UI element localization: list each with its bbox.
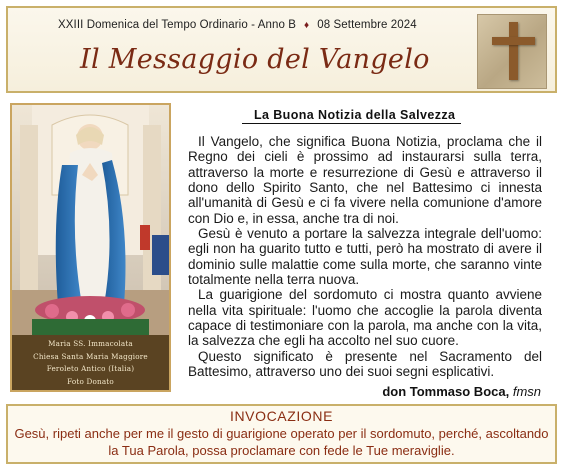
page-title: Il Messaggio del Vangelo: [80, 44, 430, 75]
diamond-icon: ♦: [304, 20, 310, 31]
madonna-photo: [10, 103, 171, 392]
paragraph: La guarigione del sordomuto ci mostra quanto avviene nella vita spirituale: l'uomo che accoglie la parola diventa capace di testimoniare con la parola, ma anche con la vita, la salvezza che egli ha accolto nel suo cuore.: [188, 287, 542, 349]
photo-caption: [12, 335, 169, 390]
paragraph: Il Vangelo, che significa Buona Notizia, proclama che il Regno dei cieli è prossimo ad instaurarsi sulla terra, attraverso la morte e resurrezione di Gesù e attraverso il dono dello Spirito Santo, che nel Battesimo ci innesta all'umanità di Gesù e ci fa vivere nella comunione d'amore con Dio e, in essa, anche tra di noi.: [188, 134, 542, 226]
section-title: La Buona Notizia della Salvezza: [242, 108, 461, 124]
paragraph: Questo significato è presente nel Sacramento del Battesimo, attraverso uno dei suoi segni esplicativi.: [188, 348, 542, 380]
invocation-text: Gesù, ripeti anche per me il gesto di guarigione operato per il sordomuto, perché, ascoltando la Tua Parola, possa proclamare con fede le Tue meraviglie.: [14, 426, 549, 458]
cross-icon: [509, 22, 518, 80]
cross-arm: [492, 37, 535, 45]
author-order: fmsn: [512, 384, 541, 399]
header-banner: [6, 6, 557, 93]
sunday-label: XXIII Domenica del Tempo Ordinario - Anno B: [58, 19, 297, 31]
caption-line: Maria SS. Immacolata: [48, 339, 133, 348]
article-body: [188, 134, 542, 380]
paragraph: Gesù è venuto a portare la salvezza integrale dell'uomo: egli non ha guarito tutto e tutti, però ha mostrato di avere il dominio sulle malattie come sulla morte, che saranno vinte totalmente nella terra nuova.: [188, 226, 542, 288]
statue-image: [12, 105, 169, 335]
invocation-title: INVOCAZIONE: [229, 408, 334, 424]
caption-line: Foto Donato: [67, 376, 114, 386]
invocation-box: [6, 404, 557, 464]
author-name: don Tommaso Boca,: [382, 384, 513, 399]
date-label: 08 Settembre 2024: [317, 19, 417, 31]
caption-line: Feroleto Antico (Italia): [46, 364, 135, 373]
author-signature: [382, 384, 541, 399]
caption-line: Chiesa Santa Maria Maggiore: [33, 351, 148, 361]
liturgical-info: [58, 19, 417, 31]
cross-image: [477, 14, 547, 89]
